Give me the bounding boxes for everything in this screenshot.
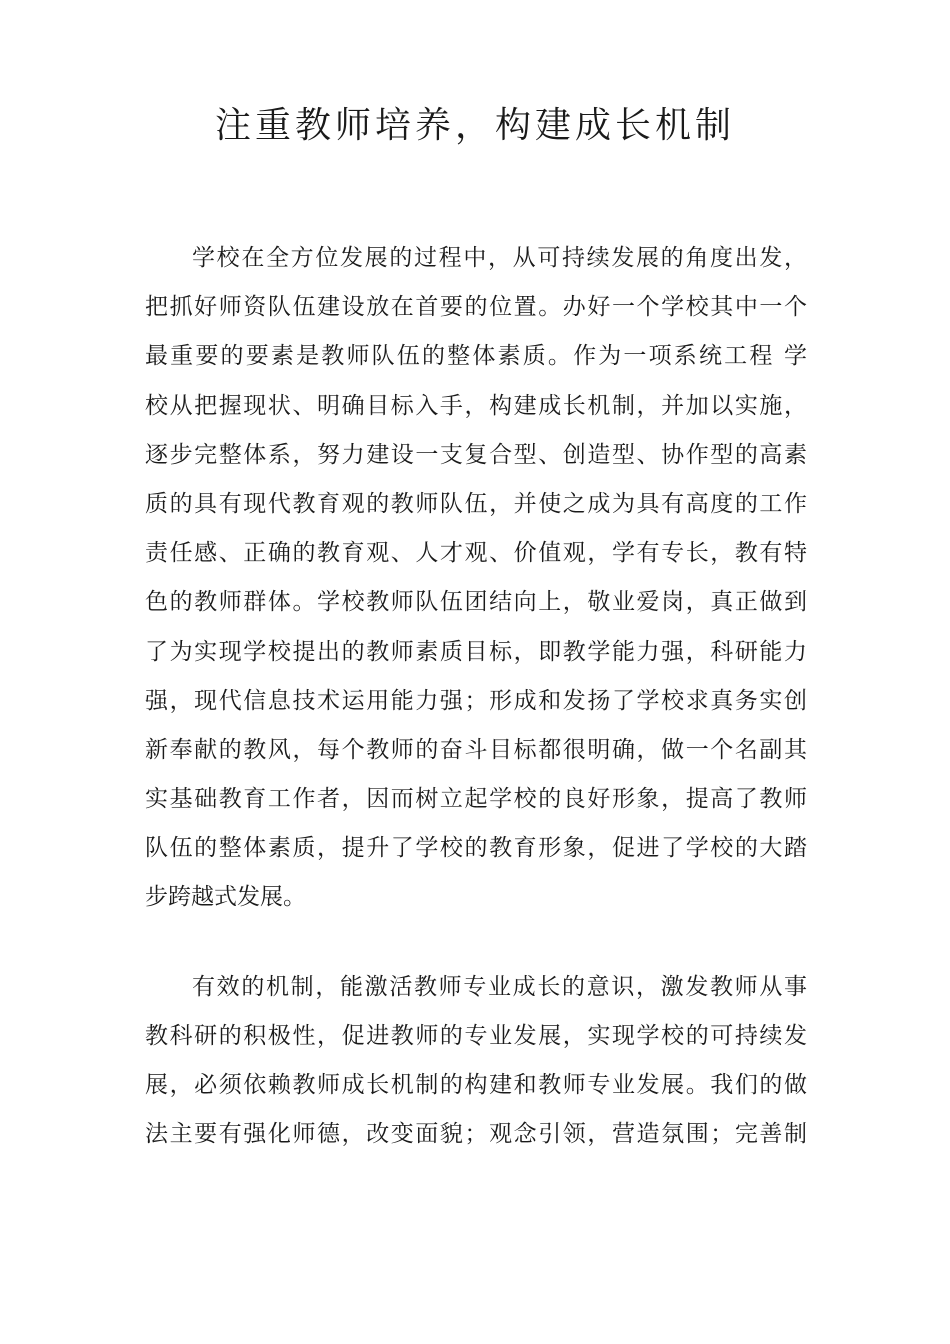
text-line: 把抓好师资队伍建设放在首要的位置。办好一个学校其中一个 [145,294,807,321]
text-line: 了为实现学校提出的教师素质目标，即教学能力强，科研能力 [145,638,807,665]
text-line: 展，必须依赖教师成长机制的构建和教师专业发展。我们的做 [145,1072,807,1098]
text-line: 强，现代信息技术运用能力强；形成和发扬了学校求真务实创 [145,687,807,714]
text-line: 最重要的要素是教师队伍的整体素质。作为一项系统工程 学 [145,343,807,370]
paragraph-2 [145,963,807,1160]
text-line: 质的具有现代教育观的教师队伍，并使之成为具有高度的工作 [145,490,807,517]
text-line: 实基础教育工作者，因而树立起学校的良好形象，提高了教师 [145,786,807,813]
text-line: 教科研的积极性，促进教师的专业发展，实现学校的可持续发 [145,1022,807,1049]
text-line: 逐步完整体系，努力建设一支复合型、创造型、协作型的高素 [145,441,807,468]
document-title: 注重教师培养，构建成长机制 [214,105,735,146]
text-line: 色的教师群体。学校教师队伍团结向上，敬业爱岗，真正做到 [145,589,807,616]
text-line: 有效的机制，能激活教师专业成长的意识，激发教师从事 [192,973,807,1000]
text-line: 学校在全方位发展的过程中，从可持续发展的角度出发， [192,245,807,271]
text-line: 步跨越式发展。 [145,884,306,911]
text-line: 新奉献的教风，每个教师的奋斗目标都很明确，做一个名副其 [145,736,807,763]
text-line: 队伍的整体素质，提升了学校的教育形象，促进了学校的大踏 [145,835,807,862]
document-body [145,234,807,1199]
text-line: 法主要有强化师德，改变面貌；观念引领，营造氛围；完善制 [145,1121,807,1148]
text-line: 责任感、正确的教育观、人才观、价值观，学有专长，教有特 [145,540,807,567]
text-line: 校从把握现状、明确目标入手，构建成长机制，并加以实施， [145,392,807,419]
paragraph-1 [145,234,807,923]
